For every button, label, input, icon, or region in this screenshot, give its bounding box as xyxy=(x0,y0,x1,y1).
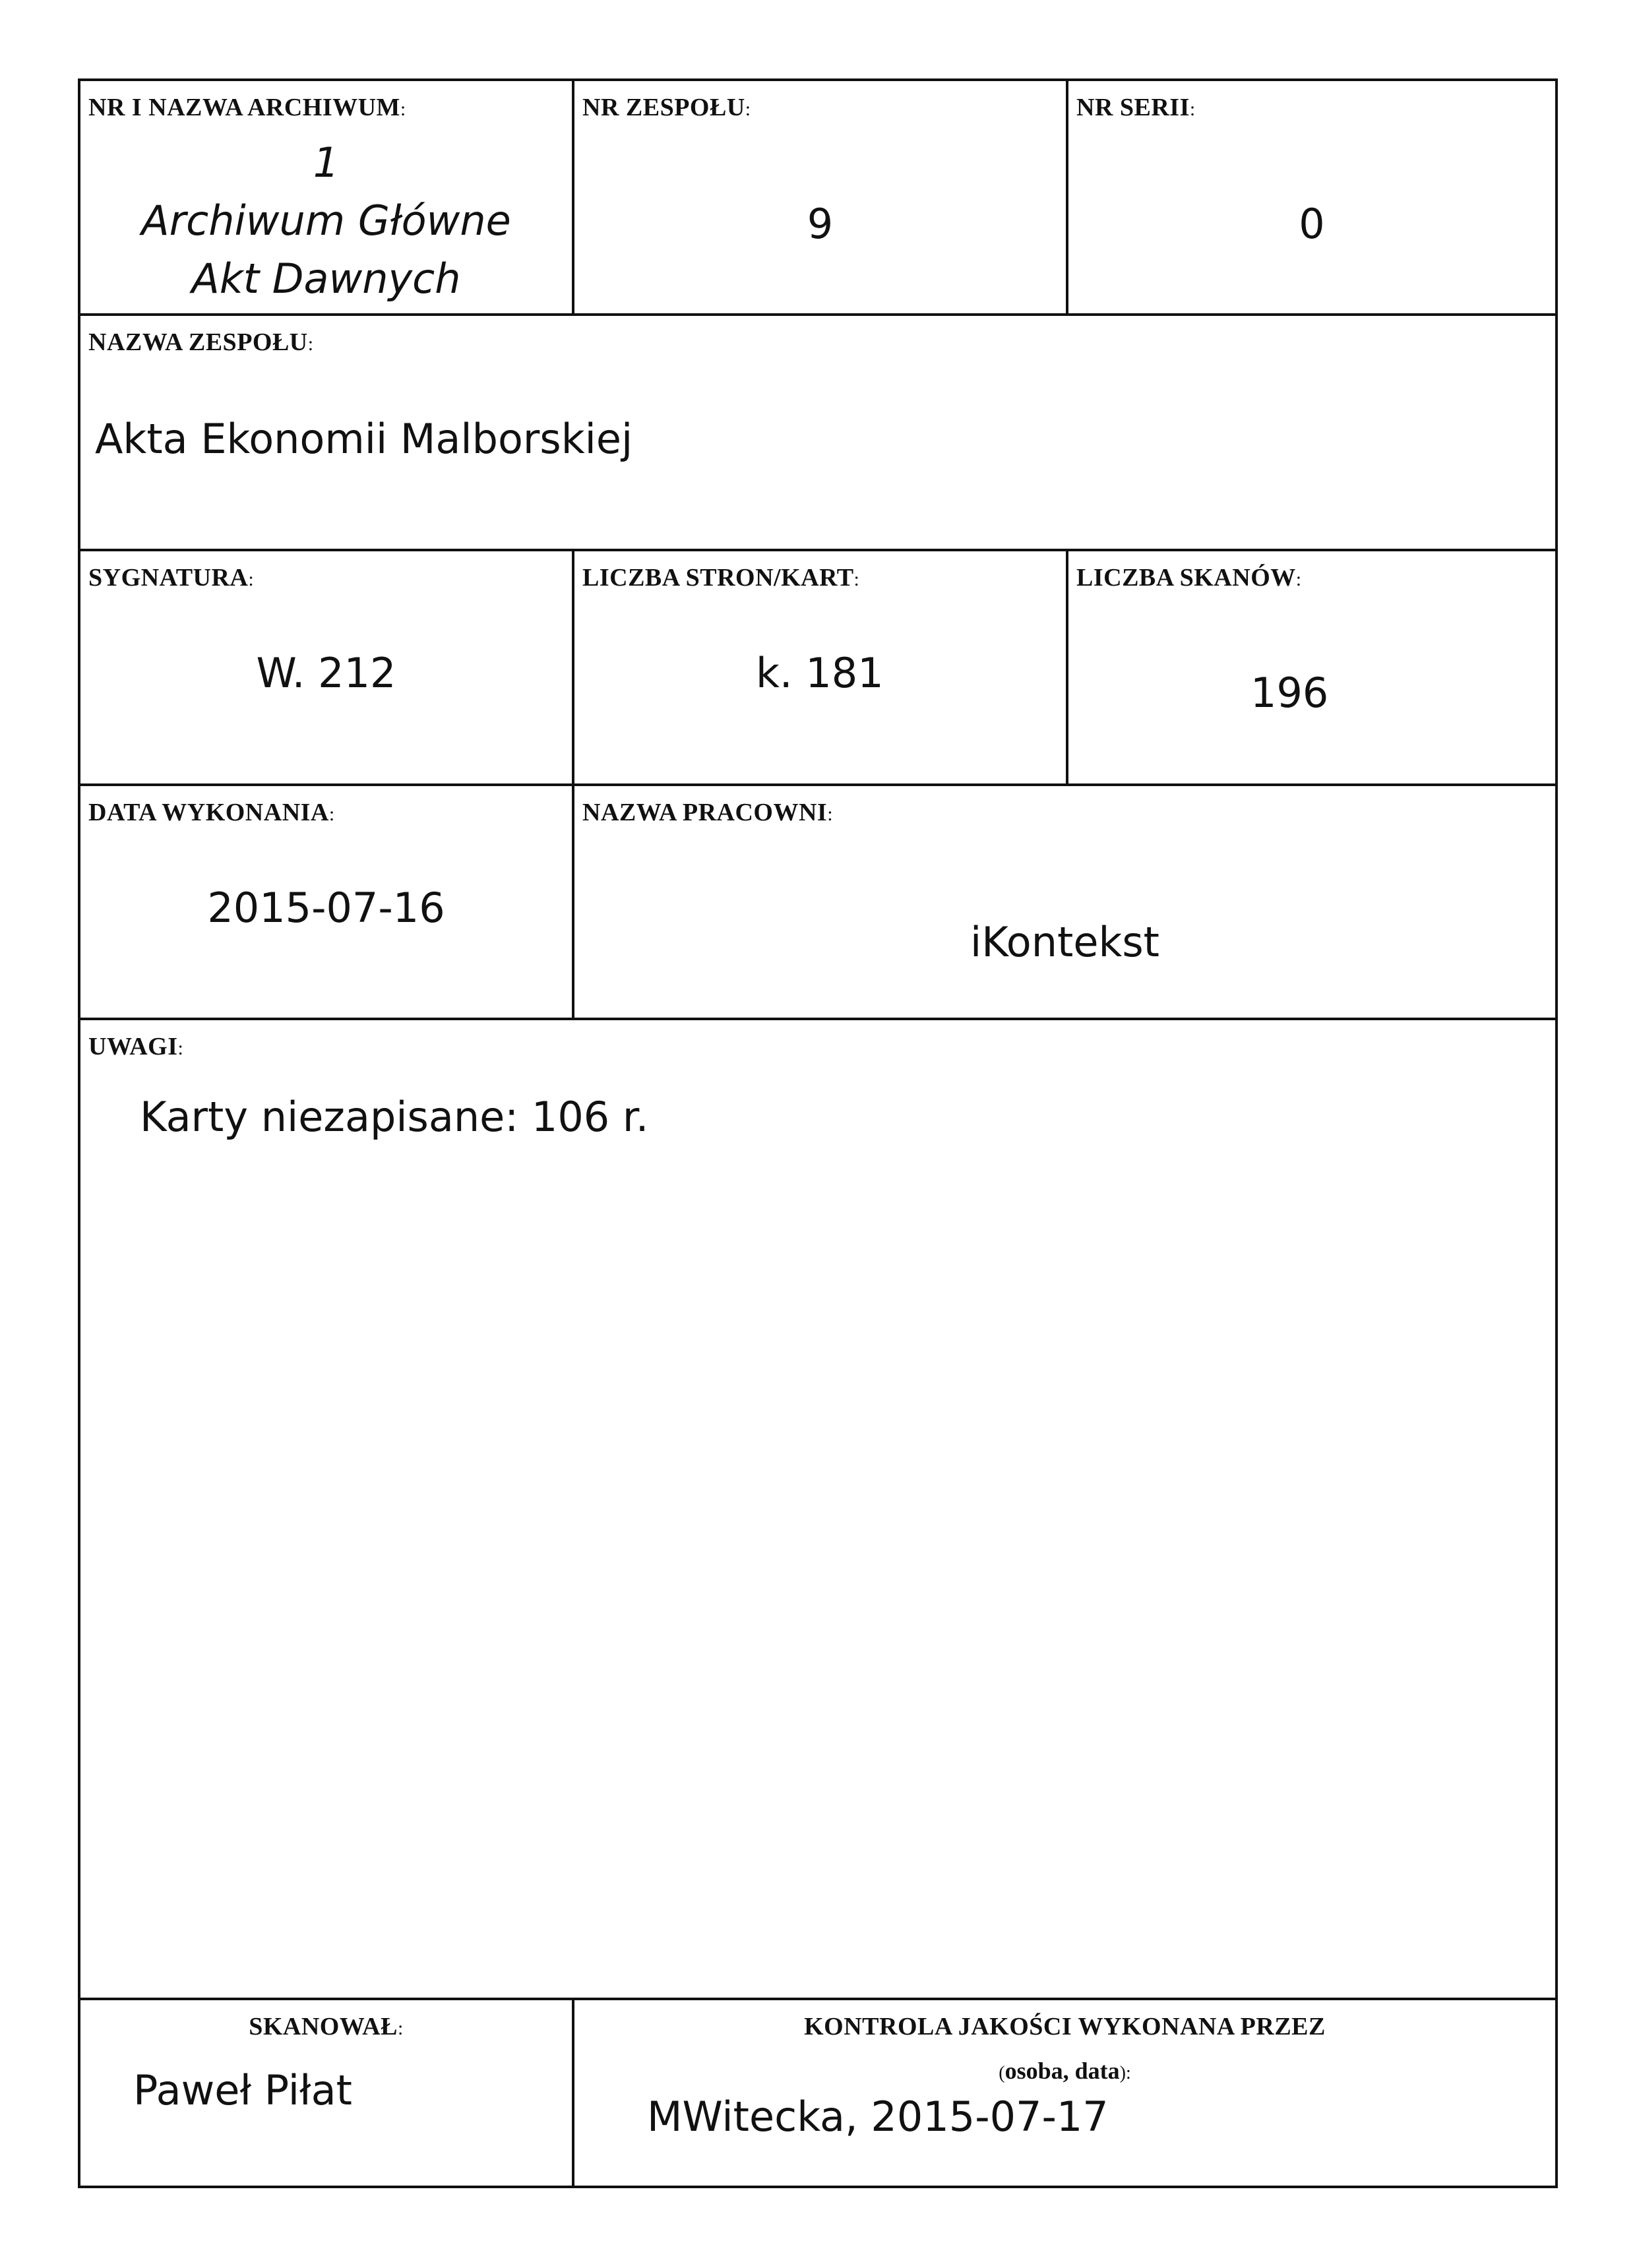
archive-name xyxy=(80,134,572,308)
signature-cell xyxy=(80,551,574,783)
archive-number: 1 xyxy=(313,138,340,187)
notes-label: UWAGI: xyxy=(88,1033,184,1060)
series-label: NR SERII: xyxy=(1076,94,1196,121)
form-row-signoff xyxy=(80,2000,1555,2186)
scanned-by-cell xyxy=(80,2000,574,2186)
scans-value: 196 xyxy=(1250,669,1329,717)
archive-label: NR I NAZWA ARCHIWUM: xyxy=(88,94,406,121)
form-row-archive xyxy=(80,81,1555,316)
scanned-by-label: SKANOWAŁ: xyxy=(249,2013,404,2040)
fond-number-label: NR ZESPOŁU: xyxy=(582,94,751,121)
fond-number-cell xyxy=(574,81,1068,313)
scans-label: LICZBA SKANÓW: xyxy=(1076,564,1302,592)
fond-name-label: NAZWA ZESPOŁU: xyxy=(88,328,314,356)
signature-label: SYGNATURA: xyxy=(88,564,255,592)
form-row-fond-name xyxy=(80,316,1555,551)
form-row-date xyxy=(80,786,1555,1020)
fond-name-cell xyxy=(80,316,1555,549)
series-value: 0 xyxy=(1299,200,1325,248)
notes-value: Karty niezapisane: 106 r. xyxy=(140,1093,649,1141)
archive-name-line1: Archiwum Główne xyxy=(141,197,511,245)
series-cell xyxy=(1068,81,1555,313)
scans-cell xyxy=(1068,551,1555,783)
form-row-signature xyxy=(80,551,1555,786)
studio-cell xyxy=(574,786,1555,1018)
date-label: DATA WYKONANIA: xyxy=(88,799,335,826)
archive-cell xyxy=(80,81,574,313)
quality-control-cell xyxy=(574,2000,1555,2186)
pages-cell xyxy=(574,551,1068,783)
fond-number-value: 9 xyxy=(807,200,834,248)
studio-label: NAZWA PRACOWNI: xyxy=(582,799,834,826)
signature-value: W. 212 xyxy=(256,649,396,697)
pages-value: k. 181 xyxy=(756,649,884,697)
quality-control-value: MWitecka, 2015-07-17 xyxy=(647,2093,1109,2141)
date-cell xyxy=(80,786,574,1018)
quality-control-label: KONTROLA JAKOŚCI WYKONANA PRZEZ xyxy=(804,2013,1326,2040)
pages-label: LICZBA STRON/KART: xyxy=(582,564,860,592)
date-value: 2015-07-16 xyxy=(207,884,445,932)
form-row-notes xyxy=(80,1020,1555,2000)
fond-name-value: Akta Ekonomii Malborskiej xyxy=(95,415,633,463)
archive-name-line2: Akt Dawnych xyxy=(191,255,461,303)
studio-value: iKontekst xyxy=(970,918,1159,966)
quality-control-sublabel: (osoba, data): xyxy=(999,2058,1131,2084)
scanned-by-value: Paweł Piłat xyxy=(133,2066,352,2114)
notes-cell xyxy=(80,1020,1555,1998)
metadata-form xyxy=(78,78,1558,2188)
